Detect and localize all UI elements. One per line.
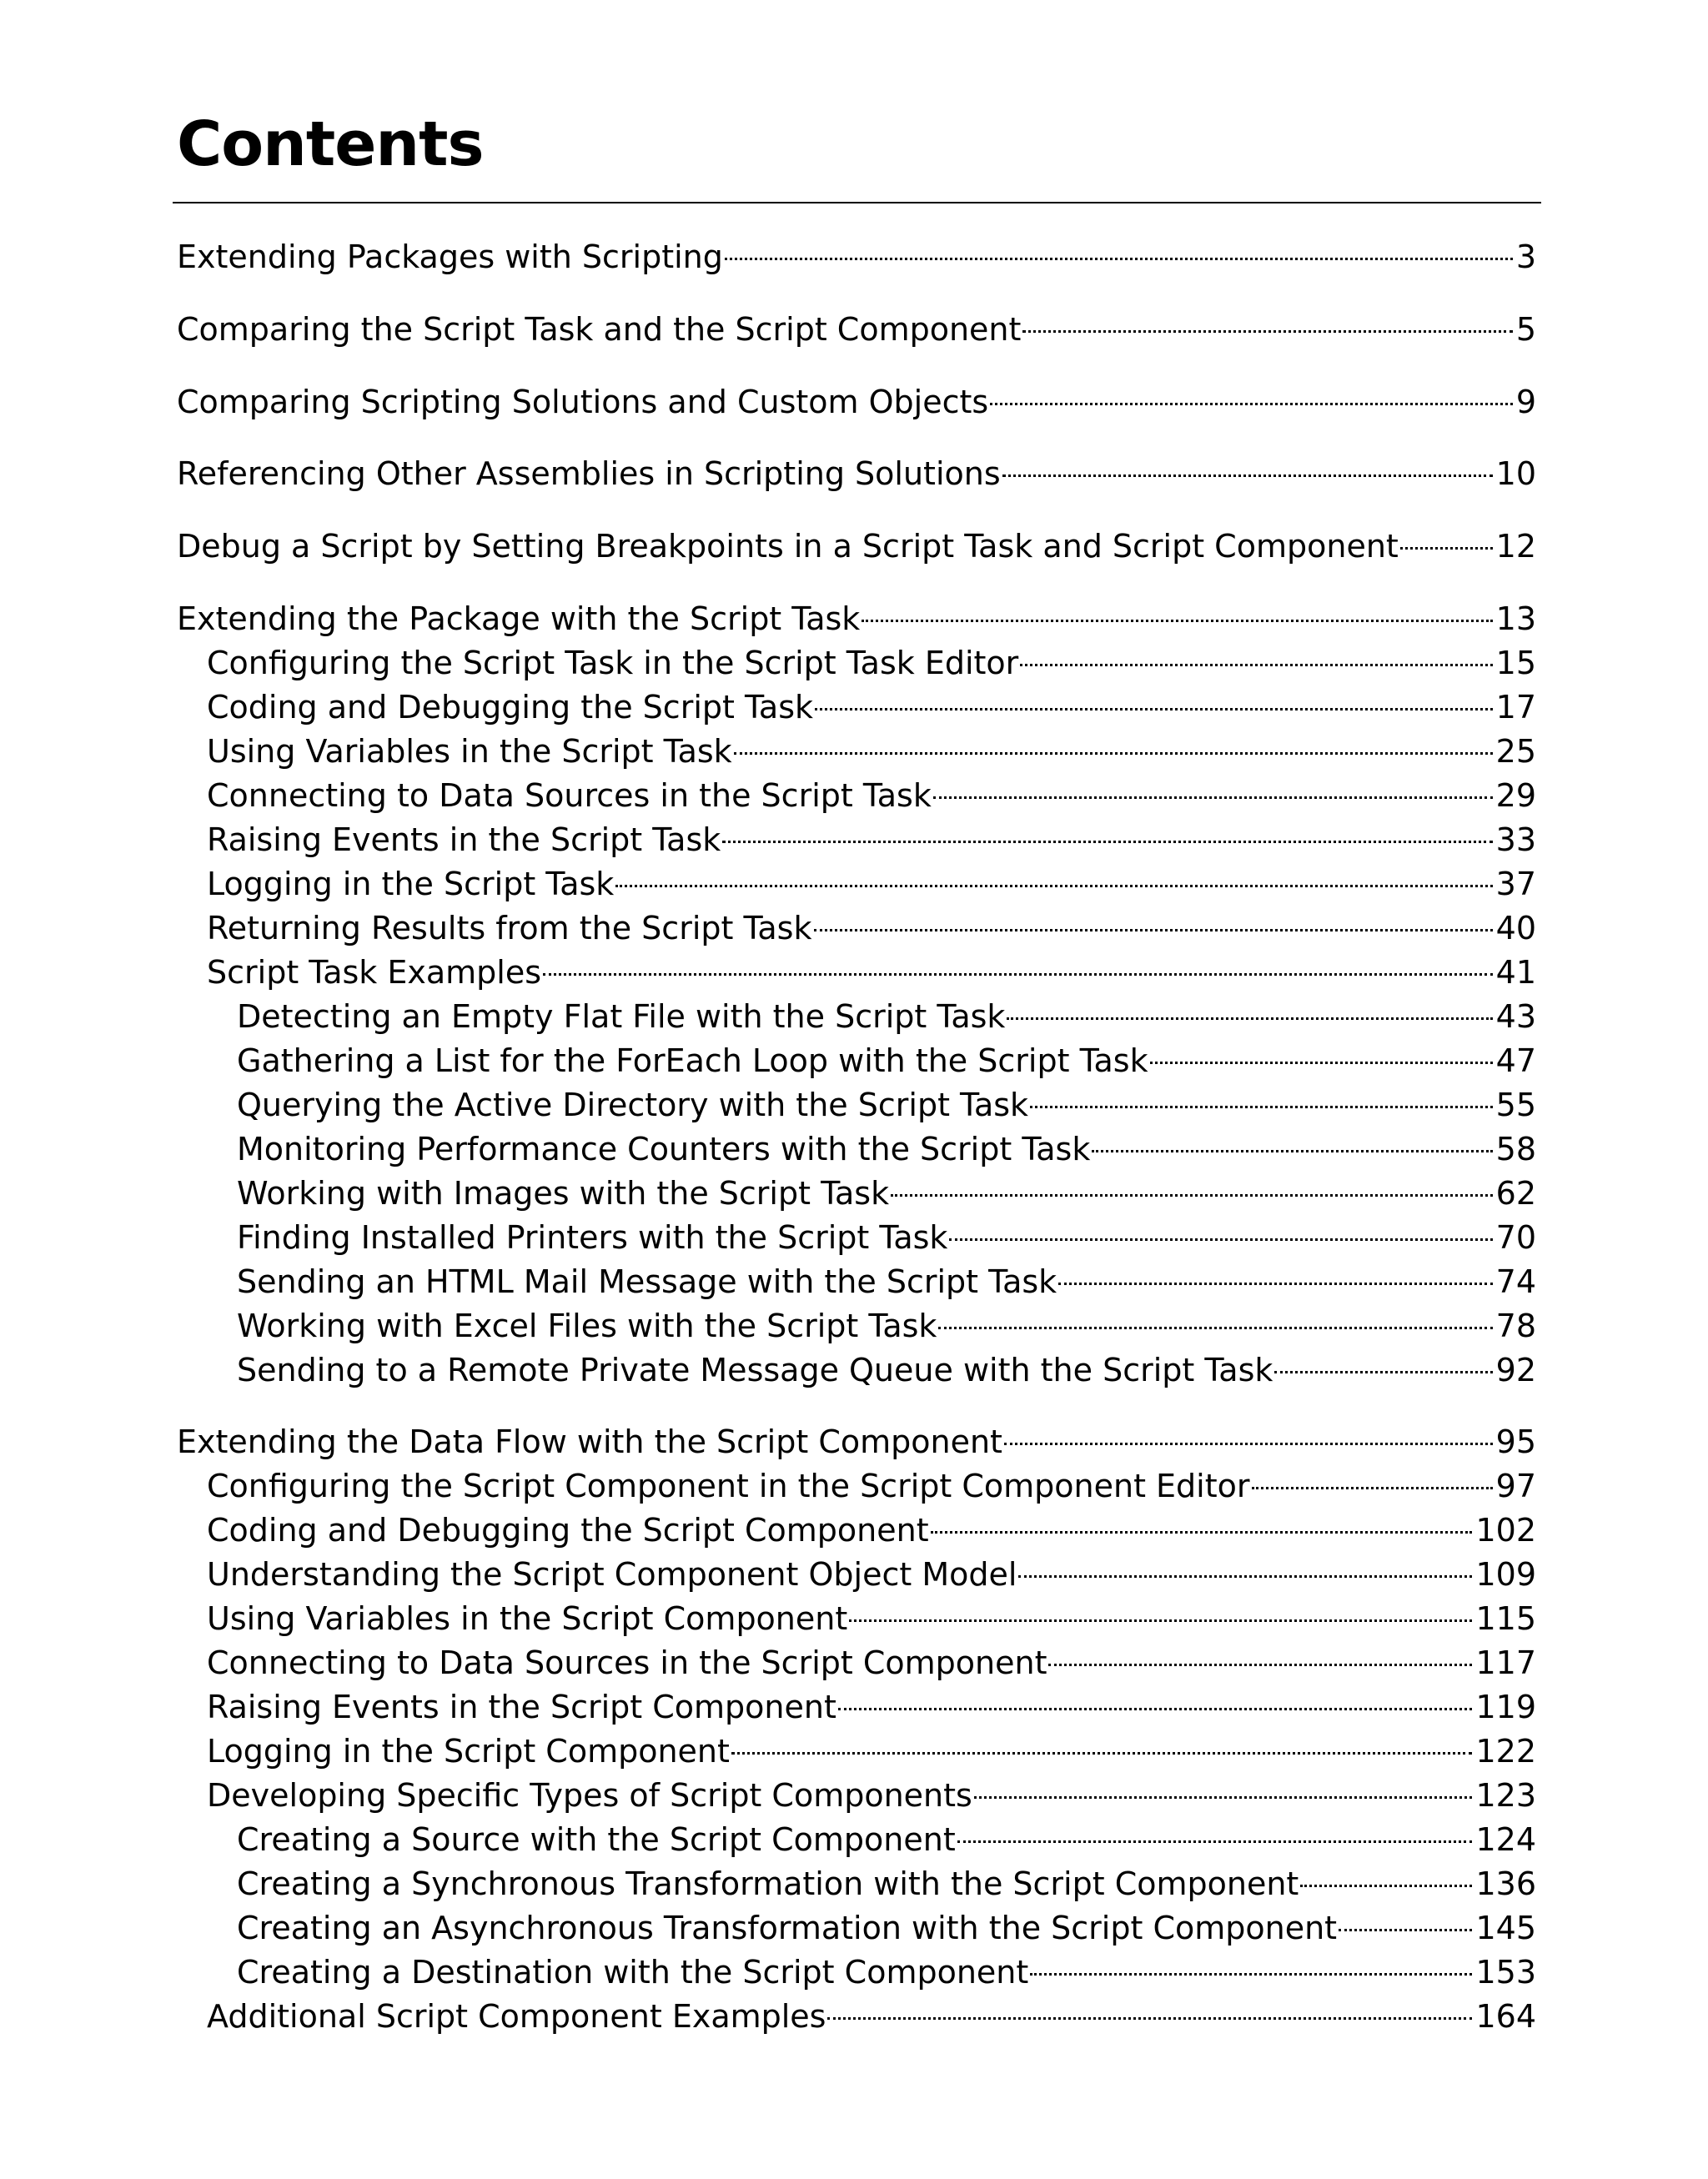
dot-leader <box>827 2017 1472 2020</box>
toc-entry[interactable] <box>207 908 1536 948</box>
dot-leader <box>815 708 1493 710</box>
toc-entry[interactable] <box>207 1599 1536 1639</box>
toc-page-number: 97 <box>1495 1468 1536 1504</box>
toc-page-number: 70 <box>1495 1219 1536 1256</box>
toc-entry[interactable] <box>177 599 1536 639</box>
toc-entry[interactable] <box>207 952 1536 992</box>
toc-entry[interactable] <box>207 820 1536 860</box>
toc-page-number: 123 <box>1475 1777 1536 1814</box>
toc-page-number: 153 <box>1475 1954 1536 1991</box>
toc-entry-title: Creating a Source with the Script Component <box>237 1821 956 1858</box>
toc-entry[interactable] <box>237 1908 1536 1948</box>
dot-leader <box>1007 1017 1492 1020</box>
toc-page-number: 43 <box>1495 998 1536 1035</box>
toc-entry[interactable] <box>207 731 1536 771</box>
toc-page-number: 119 <box>1475 1689 1536 1725</box>
toc-entry[interactable] <box>237 1173 1536 1213</box>
toc-page-number: 17 <box>1495 689 1536 725</box>
dot-leader <box>1339 1929 1472 1931</box>
toc-page-number: 12 <box>1495 528 1536 565</box>
toc-entry-title: Sending to a Remote Private Message Queue with the Script Task <box>237 1352 1273 1388</box>
dot-leader <box>1252 1487 1493 1489</box>
toc-page-number: 9 <box>1515 384 1536 420</box>
dot-leader <box>1020 664 1492 666</box>
toc-entry[interactable] <box>207 1466 1536 1506</box>
toc-entry[interactable] <box>237 1041 1536 1081</box>
dot-leader <box>1002 474 1493 477</box>
dot-leader <box>1030 1973 1472 1976</box>
page-title: Contents <box>177 108 484 180</box>
toc-page-number: 164 <box>1475 1998 1536 2035</box>
toc-entry[interactable] <box>237 1218 1536 1258</box>
toc-entry-title: Logging in the Script Task <box>207 866 615 902</box>
toc-entry-title: Sending an HTML Mail Message with the Script Task <box>237 1263 1057 1300</box>
toc-entry[interactable] <box>237 1864 1536 1904</box>
dot-leader <box>722 841 1492 843</box>
toc-entry[interactable] <box>177 454 1536 494</box>
toc-entry[interactable] <box>207 1996 1536 2036</box>
toc-entry[interactable] <box>237 1262 1536 1302</box>
toc-entry[interactable] <box>177 309 1536 349</box>
toc-page-number: 15 <box>1495 645 1536 681</box>
dot-leader <box>1048 1664 1472 1666</box>
dot-leader <box>725 258 1513 260</box>
dot-leader <box>1092 1150 1492 1152</box>
dot-leader <box>1022 330 1512 333</box>
toc-entry-title: Querying the Active Directory with the Script Task <box>237 1087 1029 1123</box>
toc-entry[interactable] <box>207 1687 1536 1727</box>
toc-entry-title: Coding and Debugging the Script Component <box>207 1512 929 1549</box>
dot-leader <box>938 1327 1492 1329</box>
toc-page-number: 29 <box>1495 777 1536 814</box>
toc-entry-title: Working with Excel Files with the Script Task <box>237 1308 937 1344</box>
toc-entry-title: Connecting to Data Sources in the Script Task <box>207 777 932 814</box>
toc-entry-title: Debug a Script by Setting Breakpoints in a Script Task and Script Component <box>177 528 1399 565</box>
toc-page-number: 3 <box>1515 238 1536 275</box>
toc-page-number: 136 <box>1475 1865 1536 1902</box>
toc-entry-title: Returning Results from the Script Task <box>207 910 812 946</box>
toc-entry[interactable] <box>207 864 1536 904</box>
dot-leader <box>862 620 1492 622</box>
toc-entry-title: Finding Installed Printers with the Script Task <box>237 1219 948 1256</box>
toc-entry-title: Extending Packages with Scripting <box>177 238 723 275</box>
toc-entry-title: Additional Script Component Examples <box>207 1998 826 2035</box>
dot-leader <box>734 752 1493 755</box>
toc-entry-title: Developing Specific Types of Script Components <box>207 1777 972 1814</box>
toc-entry[interactable] <box>207 1510 1536 1550</box>
dot-leader <box>543 973 1493 976</box>
toc-entry[interactable] <box>177 1422 1536 1462</box>
dot-leader <box>990 403 1513 405</box>
toc-entry[interactable] <box>207 643 1536 683</box>
toc-page-number: 122 <box>1475 1733 1536 1770</box>
toc-entry[interactable] <box>207 1643 1536 1683</box>
toc-entry[interactable] <box>207 1731 1536 1771</box>
toc-entry-title: Creating a Destination with the Script Component <box>237 1954 1029 1991</box>
dot-leader <box>849 1619 1472 1622</box>
dot-leader <box>1004 1443 1493 1445</box>
toc-page-number: 47 <box>1495 1042 1536 1079</box>
toc-page-number: 33 <box>1495 821 1536 858</box>
toc-page-number: 58 <box>1495 1131 1536 1167</box>
toc-entry-title: Monitoring Performance Counters with the Script Task <box>237 1131 1091 1167</box>
toc-entry-title: Comparing Scripting Solutions and Custom Objects <box>177 384 989 420</box>
toc-page-number: 92 <box>1495 1352 1536 1388</box>
dot-leader <box>1300 1885 1472 1887</box>
dot-leader <box>957 1840 1473 1843</box>
dot-leader <box>615 885 1492 887</box>
dot-leader <box>933 796 1493 799</box>
toc-entry-title: Creating an Asynchronous Transformation with the Script Component <box>237 1910 1338 1946</box>
toc-entry-title: Extending the Package with the Script Task <box>177 600 861 637</box>
dot-leader <box>1058 1283 1492 1285</box>
toc-entry-title: Using Variables in the Script Task <box>207 733 732 770</box>
toc-entry-title: Creating a Synchronous Transformation with the Script Component <box>237 1865 1299 1902</box>
toc-entry-title: Understanding the Script Component Object Model <box>207 1556 1017 1593</box>
toc-entry[interactable] <box>177 237 1536 277</box>
toc-page-number: 55 <box>1495 1087 1536 1123</box>
toc-entry[interactable] <box>237 1129 1536 1169</box>
toc-entry[interactable] <box>237 1306 1536 1346</box>
toc-page-number: 78 <box>1495 1308 1536 1344</box>
toc-entry[interactable] <box>237 1952 1536 1992</box>
toc-entry-title: Script Task Examples <box>207 954 542 991</box>
toc-entry[interactable] <box>177 526 1536 566</box>
toc-entry-title: Configuring the Script Task in the Script Task Editor <box>207 645 1019 681</box>
toc-page-number: 102 <box>1475 1512 1536 1549</box>
toc-page-number: 13 <box>1495 600 1536 637</box>
toc-entry[interactable] <box>207 687 1536 727</box>
toc-page-number: 117 <box>1475 1644 1536 1681</box>
toc-entry-title: Connecting to Data Sources in the Script Component <box>207 1644 1047 1681</box>
toc-page-number: 74 <box>1495 1263 1536 1300</box>
toc-entry-title: Raising Events in the Script Task <box>207 821 721 858</box>
dot-leader <box>949 1238 1492 1241</box>
toc-page-number: 124 <box>1475 1821 1536 1858</box>
toc-page-number: 115 <box>1475 1600 1536 1637</box>
dot-leader <box>814 929 1493 931</box>
toc-page-number: 5 <box>1515 311 1536 348</box>
toc-page-number: 10 <box>1495 455 1536 492</box>
toc-page-number: 41 <box>1495 954 1536 991</box>
dot-leader <box>1400 547 1493 550</box>
toc-entry[interactable] <box>207 1554 1536 1594</box>
toc-entry[interactable] <box>237 1820 1536 1860</box>
toc-entry[interactable] <box>207 776 1536 816</box>
toc-entry[interactable] <box>177 382 1536 422</box>
dot-leader <box>974 1796 1473 1799</box>
dot-leader <box>731 1752 1473 1755</box>
dot-leader <box>1030 1106 1493 1108</box>
dot-leader <box>1018 1575 1472 1578</box>
dot-leader <box>838 1708 1473 1710</box>
toc-entry-title: Raising Events in the Script Component <box>207 1689 836 1725</box>
toc-entry-title: Gathering a List for the ForEach Loop with the Script Task <box>237 1042 1148 1079</box>
toc-entry[interactable] <box>237 1085 1536 1125</box>
toc-entry[interactable] <box>207 1775 1536 1815</box>
dot-leader <box>1274 1371 1492 1373</box>
toc-page-number: 62 <box>1495 1175 1536 1212</box>
toc-entry-title: Comparing the Script Task and the Script Component <box>177 311 1022 348</box>
toc-entry-title: Logging in the Script Component <box>207 1733 730 1770</box>
toc-page-number: 25 <box>1495 733 1536 770</box>
toc-entry-title: Using Variables in the Script Component <box>207 1600 848 1637</box>
toc-entry-title: Coding and Debugging the Script Task <box>207 689 813 725</box>
toc-page-number: 37 <box>1495 866 1536 902</box>
toc-page-number: 95 <box>1495 1423 1536 1460</box>
toc-entry-title: Detecting an Empty Flat File with the Script Task <box>237 998 1006 1035</box>
toc-entry-title: Working with Images with the Script Task <box>237 1175 890 1212</box>
toc-entry-title: Referencing Other Assemblies in Scripting Solutions <box>177 455 1001 492</box>
toc-page-number: 109 <box>1475 1556 1536 1593</box>
toc-page-number: 145 <box>1475 1910 1536 1946</box>
dot-leader <box>1150 1062 1493 1064</box>
toc-entry-title: Extending the Data Flow with the Script Component <box>177 1423 1002 1460</box>
dot-leader <box>931 1531 1473 1534</box>
toc-entry[interactable] <box>237 997 1536 1037</box>
dot-leader <box>891 1194 1493 1197</box>
toc-entry[interactable] <box>237 1350 1536 1390</box>
toc-page-number: 40 <box>1495 910 1536 946</box>
toc-entry-title: Configuring the Script Component in the Script Component Editor <box>207 1468 1250 1504</box>
